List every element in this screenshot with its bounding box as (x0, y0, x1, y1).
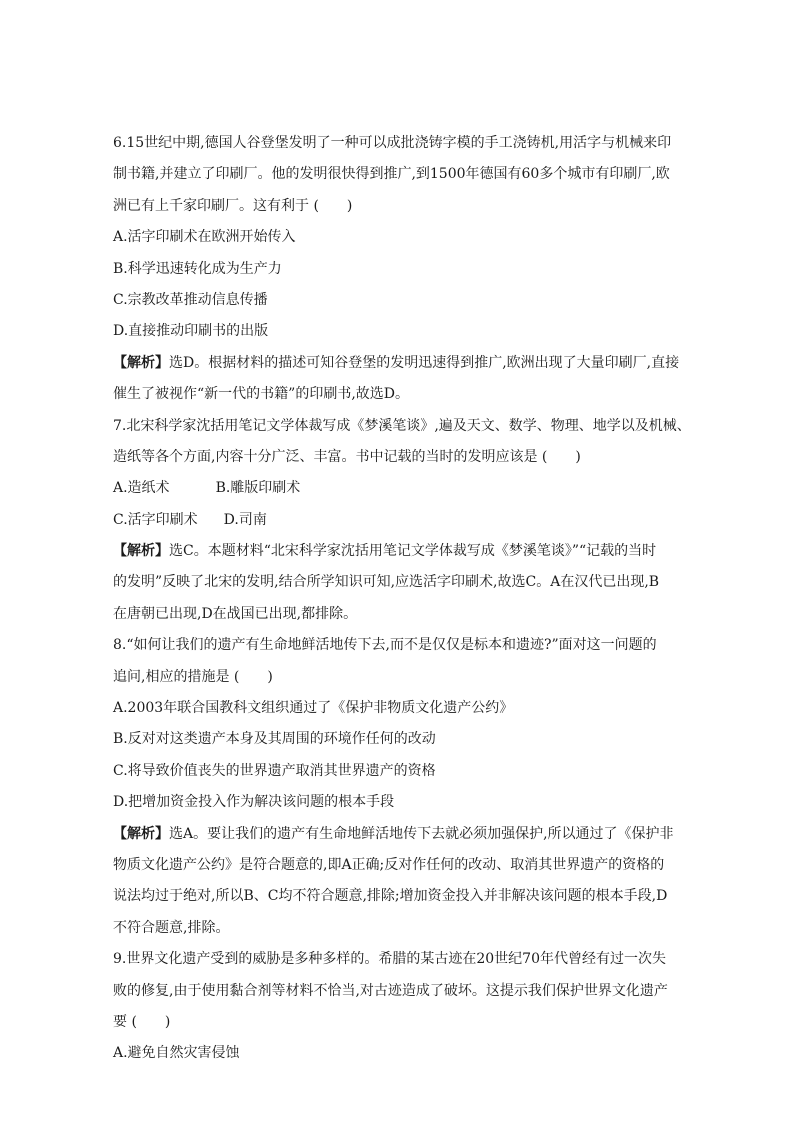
option-a: A.活字印刷术在欧洲开始传入 (113, 229, 296, 246)
option-d: D.司南 (223, 511, 267, 528)
option-d: D.直接推动印刷书的出版 (113, 323, 269, 340)
option-a: A.避免自然灾害侵蚀 (113, 1045, 240, 1062)
analysis-line: 在唐朝已出现,D在战国已出现,都排除。 (113, 605, 358, 622)
analysis-line (113, 536, 683, 567)
analysis-line (113, 348, 683, 379)
question-stem-line: 洲已有上千家印刷厂。这有利于 ( ) (113, 197, 353, 214)
option-row (113, 505, 683, 536)
analysis-text: 选A。要让我们的遗产有生命地鲜活地传下去就必须加强保护,所以通过了《保护非 (169, 825, 674, 842)
analysis-tag: 【解析】 (113, 825, 169, 842)
option-b: B.科学迅速转化成为生产力 (113, 260, 282, 277)
question-stem-line: 7.北宋科学家沈括用笔记文学体裁写成《梦溪笔谈》,遍及天文、数学、物理、地学以及机械、 (113, 417, 691, 434)
analysis-line: 不符合题意,排除。 (113, 919, 230, 936)
analysis-line: 催生了被视作“新一代的书籍”的印刷书,故选D。 (113, 386, 409, 403)
analysis-text: 选C。本题材料“北宋科学家沈括用笔记文学体裁写成《梦溪笔谈》”“记载的当时 (169, 543, 657, 560)
analysis-line: 物质文化遗产公约》是符合题意的,即A正确;反对作任何的改动、取消其世界遗产的资格的 (113, 856, 665, 873)
analysis-tag: 【解析】 (113, 354, 169, 371)
analysis-line: 说法均过于绝对,所以B、C均不符合题意,排除;增加资金投入并非解决该问题的根本手段,D (113, 888, 668, 905)
question-stem-line: 追问,相应的措施是 ( ) (113, 668, 273, 685)
question-stem-line: 造纸等各个方面,内容十分广泛、丰富。书中记载的当时的发明应该是 ( ) (113, 448, 581, 465)
option-a: A.造纸术 (113, 480, 170, 497)
option-c: C.活字印刷术 (113, 511, 198, 528)
question-list (113, 128, 691, 1070)
analysis-line: 的发明”反映了北宋的发明,结合所学知识可知,应选活字印刷术,故选C。A在汉代已出现,B (113, 574, 660, 591)
question-stem-line: 败的修复,由于使用黏合剂等材料不恰当,对古迹造成了破坏。这提示我们保护世界文化遗产 (113, 982, 668, 999)
question-stem-line: 要 ( ) (113, 1013, 171, 1030)
option-b: B.反对对这类遗产本身及其周围的环境作任何的改动 (113, 731, 436, 748)
analysis-tag: 【解析】 (113, 543, 169, 560)
question-9 (113, 944, 683, 1070)
question-8 (113, 630, 683, 944)
option-a: A.2003年联合国教科文组织通过了《保护非物质文化遗产公约》 (113, 700, 514, 717)
question-6 (113, 128, 683, 411)
option-c: C.将导致价值丧失的世界遗产取消其世界遗产的资格 (113, 762, 436, 779)
question-stem-line: 6.15世纪中期,德国人谷登堡发明了一种可以成批浇铸字模的手工浇铸机,用活字与机械来印 (113, 135, 672, 151)
question-stem-line: 9.世界文化遗产受到的威胁是多种多样的。希腊的某古迹在20世纪70年代曾经有过一次失 (113, 951, 666, 968)
option-b: B.雕版印刷术 (215, 480, 301, 497)
question-stem-line: 8.“如何让我们的遗产有生命地鲜活地传下去,而不是仅仅是标本和遗迹?”面对这一问题的 (113, 637, 657, 654)
question-7 (113, 411, 691, 631)
option-c: C.宗教改革推动信息传播 (113, 291, 268, 308)
analysis-text: 选D。根据材料的描述可知谷登堡的发明迅速得到推广,欧洲出现了大量印刷厂,直接 (169, 354, 680, 371)
question-stem-line: 制书籍,并建立了印刷厂。他的发明很快得到推广,到1500年德国有60多个城市有印刷厂,欧 (113, 166, 670, 183)
option-row (113, 473, 683, 504)
option-d: D.把增加资金投入作为解决该问题的根本手段 (113, 794, 395, 811)
analysis-line (113, 819, 683, 850)
